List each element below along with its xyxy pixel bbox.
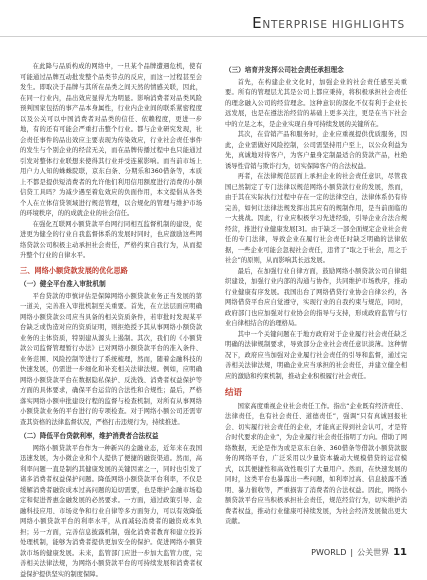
section-title-rest: NTERPRISE HIGHLIGHTS bbox=[262, 19, 405, 31]
page-header bbox=[0, 0, 427, 50]
left-paragraph-1: 在此降与品质构成的网络中，一旦某个品牌遭遇危机，使有可能通过品牌互动批发整个品类节点的反应，而这一过程甚至会发生。即取决于品牌与其所在品类之间天然的情感关联，因此，在同一行业内，品出效应显得尤为明显。影响消费者对品类风险预判国家包括的事产品本身属性，行业内企业间的联系紧密程度以及公关可以中国消费者对品类的信任、依赖程度，更进一步地，有的还有可能会严重打击整个行业。都与企业研究发现，社会责任事件的品出效应主要表现为传染效应，行业社会责任事件的发生与个别企业的经营无关，而在品牌传播过程中也只能通过引发对整体行业联想来使得其行业并受连累影响。而当前市场上用户力人知的蛛蛛院联，京东白条、分期乐和360借条等，本质上不都是提供短消费者的允许他们利用信用额度进行消费的小额信贷工具吗？为减少遇至着危效应的负面作用，本文提倡从各类个人在立体信贷领域进行规范管理，以合规化的管理与维护市场的环境秩序，的的成就企业的社会信任。 bbox=[20, 62, 202, 220]
subheading-1: （一）健全平台准入审批机制 bbox=[20, 279, 202, 290]
section-title-initial: E bbox=[252, 14, 262, 32]
left-paragraph-3: 平台贷款的审慎评估是保障网络小额贷款业务正当发展的第一道关，完善准入审批机制至关重要。首先，在立法层面应明确网络小额贷款公司应当具备的相关资质条件，若审批时发现某平台缺乏或伪造对应的资质证明，则拒绝授予其从事网络小额贷款业务的主体资质，特别建从源头上遏制。其次，我们的《小额贷款公司监督管理暂行办法》已对网络小额贷款平台的准入条件、业务范围、风险控制等进行了系统梳理，然而，随着金融科技的快速发展，仍需进一步细化和补充相关法律法规。例如，应明确网络小额贷款平台在数据隐私保护、反洗钱、消费者权益保护等方面的具体要求，确保平台运营的合法性和合规性；最后，严格落实网络小额申批建设行程的监督与检查机制，对所有从事网络小额贷款业务的平台进行的专项检查。对于网络小额公司还需审查其资格的法律监督状况，严格打击违规行为，持续推进。 bbox=[20, 292, 202, 429]
right-column bbox=[225, 62, 407, 528]
left-paragraph-4: 网络小额贷款平台作为一种新兴的金融业态，近年来在我国迅速发展，为小微企业和个人提供了便捷的融资渠道。然而，高利率问题一直是制约其健康发展的关键因素之一，同时也引发了诸多消费者权益保护问题。降低网络小额贷款平台利率，不仅是缓解消费者融资成本过高问题的迫切需要，也是维护金融市场稳定和促进普惠金融发展的必然要求。一方面，通过政策引导、金融科技应用、市场竞争和行业自律等多方面努力，可以有效降低网络小额贷款平台的利率水平，从而减轻消费者的融资成本负担；另一方面，完善信息披露机制，强化消费者教育和建立投诉处理机制，能够为消费者提供更加安全的保护。促进网络小额贷款市场的健康发展。未来，监管部门应进一步加大监管力度，完善相关法律法规，为网络小额贷款平台的可持续发展和消费者权益保护提供坚实的制度保障。 bbox=[20, 444, 202, 580]
section-title bbox=[252, 14, 405, 32]
right-paragraph-1: 首先，在构建企业文化时，加强企业的社会责任感至关重要。所有的管理层尤其是公司上都应秉持，将积极承担社会责任的理念融入公司的经营理念。这种意识的深化不仅有利于企业长远发展，也是在遵法治经营的基础上更多关注，更是在当下社会中的立足之本，是企业实现自身可持续发展的关键所在。 bbox=[225, 78, 407, 131]
subheading-3: （三）培育并发挥公司社会责任承担理念 bbox=[225, 65, 407, 76]
right-paragraph-5: 其中一个关键问题在于地方政府对于企业履行社会责任缺乏明确的法律规制要求，导致部分企业社会责任意识淡薄。这种情况下，政府应当加强对企业履行社会责任的引导和监督，通过完善相关法律法规，明确企业应当承担的社会责任，并建立健全相应的激励和约束机制，推动企业积极履行社会责任。 bbox=[225, 330, 407, 383]
page-number: 11 bbox=[393, 547, 407, 558]
column-name: 公关世界 bbox=[357, 547, 389, 558]
footer-divider: | bbox=[350, 548, 353, 557]
right-paragraph-6: 国家高度重视企业社会责任工作。指出“企业既有经济责任、法律责任，也有社会责任、道德责任”，强调“只有真诚回报社会、切实履行社会责任的企业，才能真正得到社会认可，才是符合时代要求的企业”，为企业履行社会责任指明了方向。借助了网络数据，无论是作为或是京东白条、360借条等借款小额贷款服务的网络平台，广泛采用以少量资本撬动大规模借贷的运营模式，以其便捷性和高效性吸引了大量用户。然而，在快速发展的同时，这类平台也暴露出一些问题，如利率过高、信息披露不透明、暴力催收等，严重损害了消费者的合法权益。因此，网络小额贷款平台应当积极承担社会责任，规范经营行为，切实维护消费者权益，推动行业健康可持续发展，为社会经济发展做出更大贡献。 bbox=[225, 402, 407, 528]
magazine-name: PWORLD bbox=[311, 548, 346, 557]
right-paragraph-3: 再者，在法律规范层面上承担企业的社会责任意识，尽管我国已然制定了专门法律以规范网络小额贷款行业的发展，然而，由于其在实际执行过程中存在一定的法律空白，法律体系仍有待完善，如何让法律法规发挥出其应有的规制作用，是当前面临的一大挑战。因此，行业应积极学习先进经验，引导企业合法合规经营，推进行业健康发展[3]。由于缺乏一部全面规定企业社会责任的专门法律，导致企业在履行社会责任时缺乏明确的法律依据，一些企业可能会忽视社会责任，违背了“取之于社会，用之于社会”的原则，从而影响其长远发展。 bbox=[225, 172, 407, 267]
header-rule bbox=[0, 36, 427, 37]
right-paragraph-4: 最后，在加强行业自律方面，鼓励网络小额贷款公司自律组织建设，加强行业内部的沟通与协作，共同维护市场秩序，推动行业健康有序发展。我国出台了网络借贷行业协会自律公约，各网络借贷平台应自觉遵守，实现行业的自我约束与规范，同时，政府部门也应加强对行业协会的指导与支持，形成政府监管与行业自律相结合的治理格局。 bbox=[225, 267, 407, 330]
left-paragraph-2: 在强化互联网小额贷款平台网行同相互监督机制的建设，促进更为健全的行业自我监督体系的发展时同时，也应激励这些网络贷款公司积极主动承担社会责任，严格约束自我行为，从而提升整个行业的自律水平。 bbox=[20, 220, 202, 262]
left-column bbox=[20, 62, 202, 580]
section-heading-3: 三、网络小额贷款发展的优化思路 bbox=[20, 266, 202, 277]
right-paragraph-2: 其次，在营销产品和服务时，企业应重视提供优质服务，因此，企业需做好风险控制，公司需坚持用户至上，以公众利益为先，真诚地对待客户，为客户量身定制最适合的贷款产品，杜绝诱导性营销与欺诈行为，切实保障客户的合法权益。 bbox=[225, 130, 407, 172]
page-footer bbox=[311, 547, 407, 558]
subheading-2: （二）降低平台贷款利率，维护消费者合法权益 bbox=[20, 431, 202, 442]
conclusion-heading: 结语 bbox=[225, 388, 407, 399]
